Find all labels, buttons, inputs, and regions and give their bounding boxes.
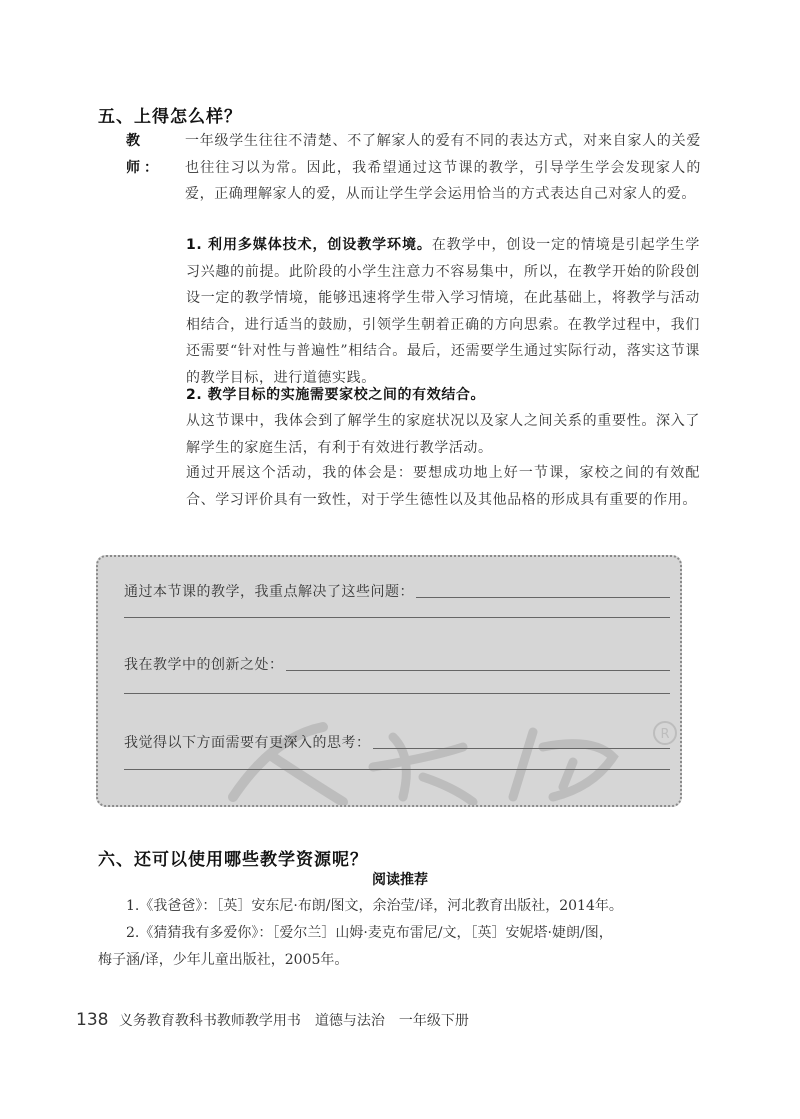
- point-1-text: 在教学中，创设一定的情境是引起学生学习兴趣的前提。此阶段的小学生注意力不容易集中，所以，在教学开始的阶段创设一定的教学情境，能够迅速将学生带入学习情境，在此基础上，将教学与活动相结合，进行适当的鼓励，引领学生朝着正确的方向思索。在教学过程中，我们还需要“针对性与普遍性”相结合。最后，还需要学生通过实际行动，落实这节课的教学目标，进行道德实践。: [186, 237, 700, 386]
- book-title: 义务教育教科书教师教学用书 道德与法治 一年级下册: [118, 1013, 469, 1029]
- reference-2: 2.《猜猜我有多爱你》：［爱尔兰］山姆·麦克布雷尼/文，［英］安妮塔·婕朗/图，: [126, 925, 613, 941]
- svg-text:R: R: [660, 727, 670, 742]
- reflection-question-1: [124, 581, 670, 601]
- page-footer: [76, 1010, 469, 1030]
- point-2-text: 从这节课中，我体会到了解学生的家庭状况以及家人之间关系的重要性。深入了解学生的家庭生活，有利于有效进行教学活动。: [186, 413, 700, 456]
- publisher-watermark: [213, 717, 682, 807]
- reflection-question-2: [124, 654, 670, 674]
- teacher-comment: [126, 128, 701, 208]
- question-3-text: 我觉得以下方面需要有更深入的思考：: [124, 735, 371, 751]
- question-2-text: 我在教学中的创新之处：: [124, 657, 284, 673]
- teacher-label: 教 师：: [126, 133, 162, 176]
- point-3-text: 通过开展这个活动，我的体会是：要想成功地上好一节课，家校之间的有效配合、学习评价具有一致性，对于学生德性以及其他品格的形成具有重要的作用。: [186, 465, 700, 508]
- answer-line[interactable]: [416, 596, 670, 598]
- section-6-title: 六、还可以使用哪些教学资源呢？: [98, 850, 368, 870]
- answer-line[interactable]: [124, 769, 670, 770]
- answer-line[interactable]: [286, 669, 671, 671]
- point-1-heading: 1. 利用多媒体技术，创设教学环境。: [186, 237, 432, 253]
- point-2-heading: 2. 教学目标的实施需要家校之间的有效结合。: [186, 387, 486, 403]
- reflection-box: [96, 555, 682, 807]
- question-1-text: 通过本节课的教学，我重点解决了这些问题：: [124, 584, 414, 600]
- page-number: 138: [76, 1010, 109, 1030]
- answer-line[interactable]: [373, 747, 671, 749]
- answer-line[interactable]: [124, 693, 670, 694]
- reading-recommendation-title: 阅读推荐: [372, 872, 428, 888]
- reference-2-continued: 梅子涵/译，少年儿童出版社，2005年。: [98, 952, 349, 968]
- reflection-question-3: [124, 732, 670, 752]
- point-1: [186, 232, 700, 391]
- teacher-text: 一年级学生往往不清楚、不了解家人的爱有不同的表达方式，对来自家人的关爱也往往习以为常。因此，我希望通过这节课的教学，引导学生学会发现家人的爱，正确理解家人的爱，从而让学生学会运用恰当的方式表达自己对家人的爱。: [185, 133, 701, 202]
- answer-line[interactable]: [124, 617, 670, 618]
- section-5-title: 五、上得怎么样？: [98, 107, 242, 127]
- reference-1: 1.《我爸爸》：［英］安东尼·布朗/图文，余治莹/译，河北教育出版社，2014年。: [126, 898, 623, 914]
